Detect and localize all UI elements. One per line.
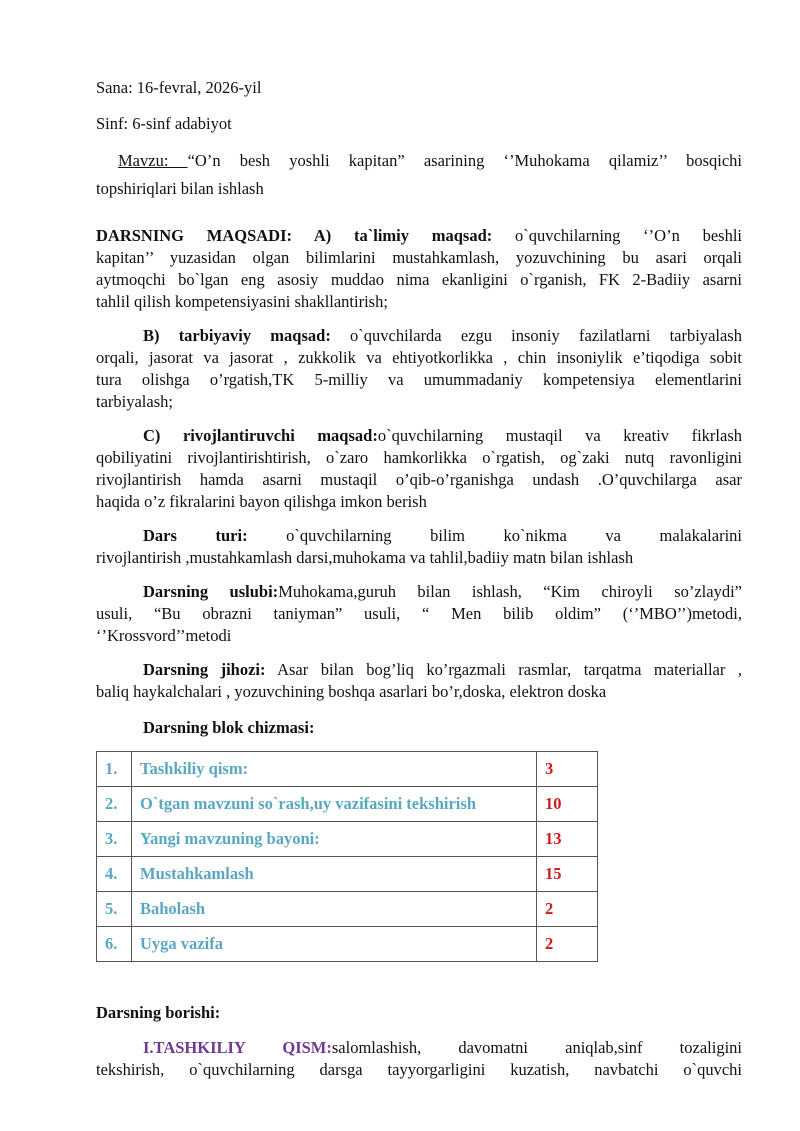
tashkiliy-heading: I.TASHKILIY QISM: [143,1038,332,1057]
maqsad-a-text: o`quvchilarning ‘’O’n beshli [492,226,742,245]
maqsad-b-block [96,325,742,413]
sinf-line: Sinf: 6-sinf adabiyot [96,114,232,133]
maqsad-b-text: orqali, jasorat va jasorat , zukkolik va ehtiyotkorlikka , chin insoniylik e’tiqodiga sobit [96,348,742,367]
maqsad-a-text: kapitan’’ yuzasidan olgan bilimlarini mustahkamlash, yozuvchining bu asari orqali [96,248,742,267]
table-row [97,752,598,787]
maqsad-c-block [96,425,742,513]
row-stage: Baholash [132,892,537,927]
row-minutes: 15 [537,857,598,892]
row-stage: Mustahkamlash [132,857,537,892]
uslubi-block [96,581,742,647]
row-minutes: 3 [537,752,598,787]
table-row [97,892,598,927]
mavzu-block [96,147,742,203]
table-row [97,927,598,962]
row-number: 4. [97,857,132,892]
mavzu-text-cont: topshiriqlari bilan ishlash [96,179,264,198]
dars-turi-heading: Dars turi: [143,526,248,545]
row-minutes: 13 [537,822,598,857]
sana-line: Sana: 16-fevral, 2026-yil [96,78,262,97]
row-minutes: 10 [537,787,598,822]
row-number: 2. [97,787,132,822]
row-number: 6. [97,927,132,962]
table-row [97,857,598,892]
row-minutes: 2 [537,927,598,962]
row-minutes: 2 [537,892,598,927]
row-number: 3. [97,822,132,857]
borishi-title: Darsning borishi: [96,1003,221,1022]
row-stage: Uyga vazifa [132,927,537,962]
mavzu-text: “O’n besh yoshli kapitan” asarining ‘’Muhokama qilamiz’’ bosqichi [187,151,742,170]
row-stage: O`tgan mavzuni so`rash,uy vazifasini tekshirish [132,787,537,822]
uslubi-heading: Darsning uslubi: [143,582,279,601]
maqsad-b-text: tura olishga o’rgatish,TK 5-milliy va umummadaniy kompetensiya elementlarini [96,370,742,389]
dars-turi-block [96,525,742,569]
maqsad-b-text: tarbiyalash; [96,392,173,411]
tashkiliy-text: salomlashish, davomatni aniqlab,sinf tozaligini [331,1038,742,1057]
maqsad-a-text: aytmoqchi bo`lgan eng asosiy muddao nima ekanligini o`rganish, FK 2-Badiiy asarni [96,270,742,289]
jihozi-text: Asar bilan bog’liq ko’rgazmali rasmlar, tarqatma materiallar , [265,660,742,679]
maqsad-a-heading: DARSNING MAQSADI: A) ta`limiy maqsad: [96,226,493,245]
row-stage: Tashkiliy qism: [132,752,537,787]
maqsad-c-text: rivojlantirish hamda asarni mustaqil o’qib-o’rganishga undash .O’quvchilarga asar [96,470,742,489]
blok-table [96,751,598,962]
maqsad-c-text: qobiliyatini rivojlantirishtirish, o`zaro hamkorlikka o`rgatish, og`zaki nutq ravonligini [96,448,742,467]
uslubi-text: Muhokama,guruh bilan ishlash, “Kim chiroyli so’zlaydi” [278,582,742,601]
jihozi-text: baliq haykalchalari , yozuvchining boshqa asarlari bo’r,doska, elektron doska [96,682,607,701]
mavzu-label: Mavzu: [118,151,188,170]
dars-turi-text: o`quvchilarning bilim ko`nikma va malakalarini [247,526,743,545]
maqsad-b-heading: B) tarbiyaviy maqsad: [143,326,331,345]
uslubi-text: usuli, “Bu obrazni taniyman” usuli, “ Men bilib oldim” (‘’MBO’’)metodi, [96,604,742,623]
table-row [97,822,598,857]
row-stage: Yangi mavzuning bayoni: [132,822,537,857]
blok-title: Darsning blok chizmasi: [143,718,315,737]
maqsad-a-text: tahlil qilish kompetensiyasini shakllantirish; [96,292,388,311]
tashkiliy-text: tekshirish, o`quvchilarning darsga tayyorgarligini kuzatish, navbatchi o`quvchi [96,1060,742,1079]
maqsad-c-text: o`quvchilarning mustaqil va kreativ fikrlash [377,426,742,445]
dars-turi-text: rivojlantirish ,mustahkamlash darsi,muhokama va tahlil,badiiy matn bilan ishlash [96,548,634,567]
jihozi-heading: Darsning jihozi: [143,660,266,679]
row-number: 1. [97,752,132,787]
table-row [97,787,598,822]
maqsad-a-block [96,225,742,313]
maqsad-c-heading: C) rivojlantiruvchi maqsad: [143,426,378,445]
jihozi-block [96,659,742,703]
maqsad-c-text: haqida o’z fikralarini bayon qilishga imkon berish [96,492,427,511]
maqsad-b-text: o`quvchilarda ezgu insoniy fazilatlarni tarbiyalash [330,326,742,345]
uslubi-text: ‘’Krossvord’’metodi [96,626,232,645]
row-number: 5. [97,892,132,927]
tashkiliy-block [96,1037,742,1081]
